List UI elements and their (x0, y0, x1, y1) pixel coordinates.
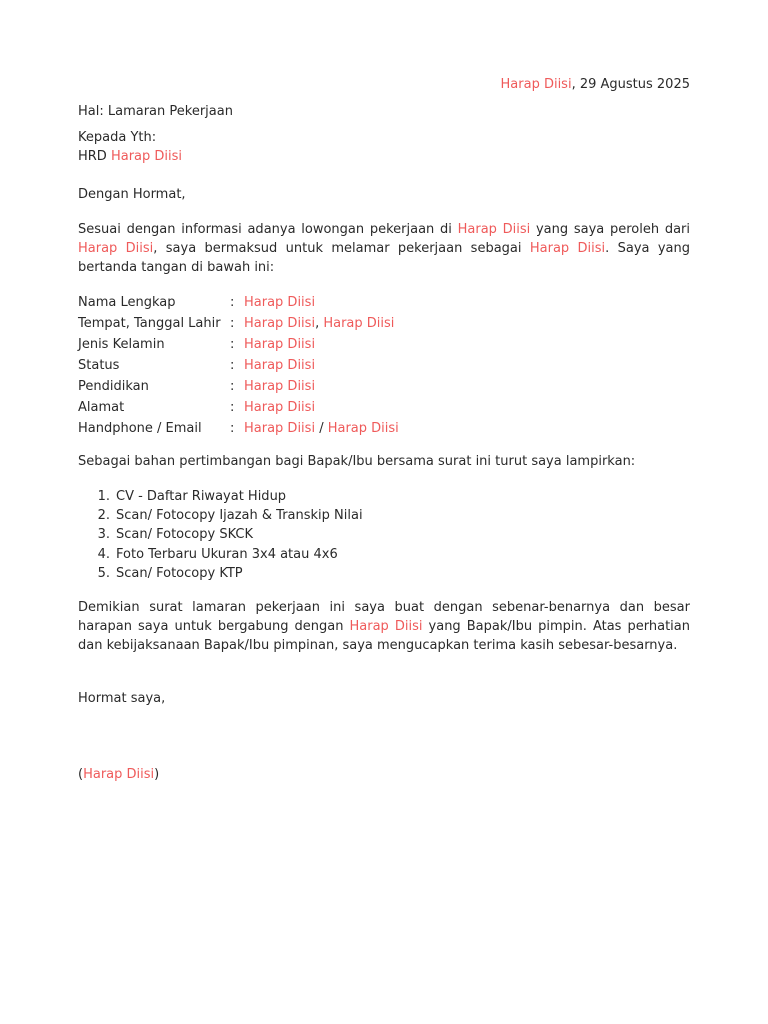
list-number: 5. (97, 565, 110, 581)
field-row-alamat (78, 397, 690, 418)
date-line (501, 76, 690, 93)
company-placeholder[interactable]: Harap Diisi (110, 149, 183, 164)
signature-name-placeholder[interactable]: Harap Diisi (83, 767, 155, 782)
list-item (78, 506, 690, 525)
field-label: Jenis Kelamin (78, 337, 165, 352)
list-item (78, 564, 690, 583)
attachments-intro: Sebagai bahan pertimbangan bagi Bapak/Ibu bersama surat ini turut saya lampirkan: (78, 454, 636, 469)
field-colon: : (230, 337, 235, 352)
field-row-ttl (78, 313, 690, 334)
subject-line: Hal: Lamaran Pekerjaan (78, 104, 233, 119)
list-text: CV - Daftar Riwayat Hidup (116, 489, 287, 505)
position-placeholder[interactable]: Harap Diisi (529, 241, 606, 256)
signature-line (78, 766, 690, 783)
signature-open: ( (78, 767, 84, 782)
field-label: Tempat, Tanggal Lahir (78, 316, 221, 331)
jk-placeholder[interactable]: Harap Diisi (244, 337, 316, 352)
list-text: Scan/ Fotocopy Ijazah & Transkip Nilai (116, 508, 363, 524)
list-number: 4. (97, 546, 110, 562)
field-colon: : (230, 295, 235, 310)
closing-text-2: yang Bapak/Ibu pimpin. Atas perhatian dan kebijaksanaan Bapak/Ibu pimpinan, saya mengucapkan terima kasih sebesar-besarnya. (78, 619, 690, 653)
signature-close: ) (154, 767, 160, 782)
field-label: Alamat (78, 400, 125, 415)
intro-text-4: . Saya yang bertanda tangan di bawah ini: (78, 241, 690, 275)
handphone-placeholder[interactable]: Harap Diisi (244, 421, 316, 436)
company-placeholder[interactable]: Harap Diisi (349, 619, 423, 634)
ttl-separator: , (315, 316, 324, 331)
list-number: 1. (97, 489, 110, 505)
tempat-placeholder[interactable]: Harap Diisi (244, 316, 316, 331)
closing-text-1: Demikian surat lamaran pekerjaan ini saya buat dengan sebenar-benarnya dan besar harapan saya untuk bergabung dengan (78, 600, 690, 634)
signoff: Hormat saya, (78, 691, 166, 706)
list-number: 2. (97, 508, 110, 524)
list-text: Scan/ Fotocopy SKCK (116, 527, 253, 543)
field-label: Status (78, 358, 120, 373)
tanggal-placeholder[interactable]: Harap Diisi (323, 316, 395, 331)
attachments-list (78, 487, 690, 583)
status-placeholder[interactable]: Harap Diisi (244, 358, 316, 373)
hrd-prefix: HRD (78, 149, 111, 164)
field-row-status (78, 355, 690, 376)
source-placeholder[interactable]: Harap Diisi (78, 241, 154, 256)
company-placeholder[interactable]: Harap Diisi (457, 222, 531, 237)
list-item (78, 545, 690, 564)
list-number: 3. (97, 527, 110, 543)
date-text: , 29 Agustus 2025 (571, 77, 690, 92)
intro-text-1: Sesuai dengan informasi adanya lowongan pekerjaan di (78, 222, 458, 237)
intro-text-3: , saya bermaksud untuk melamar pekerjaan sebagai (153, 241, 530, 256)
field-row-pendidikan (78, 376, 690, 397)
recipient-line: Kepada Yth: (78, 130, 157, 145)
kontak-separator: / (315, 421, 328, 436)
field-label: Pendidikan (78, 379, 149, 394)
pendidikan-placeholder[interactable]: Harap Diisi (244, 379, 316, 394)
field-colon: : (230, 421, 235, 436)
alamat-placeholder[interactable]: Harap Diisi (244, 400, 316, 415)
recipient-hrd (78, 148, 690, 165)
list-item (78, 525, 690, 544)
field-row-jk (78, 334, 690, 355)
field-row-kontak (78, 418, 690, 439)
field-label: Handphone / Email (78, 421, 202, 436)
intro-paragraph (78, 220, 690, 277)
greeting: Dengan Hormat, (78, 187, 186, 202)
field-colon: : (230, 400, 235, 415)
email-placeholder[interactable]: Harap Diisi (327, 421, 399, 436)
applicant-fields (78, 292, 690, 439)
nama-placeholder[interactable]: Harap Diisi (244, 295, 316, 310)
intro-text-2: yang saya peroleh dari (530, 222, 690, 237)
field-colon: : (230, 379, 235, 394)
field-row-nama (78, 292, 690, 313)
closing-paragraph (78, 598, 690, 655)
list-item (78, 487, 690, 506)
field-colon: : (230, 316, 235, 331)
list-text: Foto Terbaru Ukuran 3x4 atau 4x6 (116, 546, 338, 562)
date-city-placeholder[interactable]: Harap Diisi (500, 77, 572, 92)
list-text: Scan/ Fotocopy KTP (116, 565, 243, 581)
field-colon: : (230, 358, 235, 373)
field-label: Nama Lengkap (78, 295, 176, 310)
